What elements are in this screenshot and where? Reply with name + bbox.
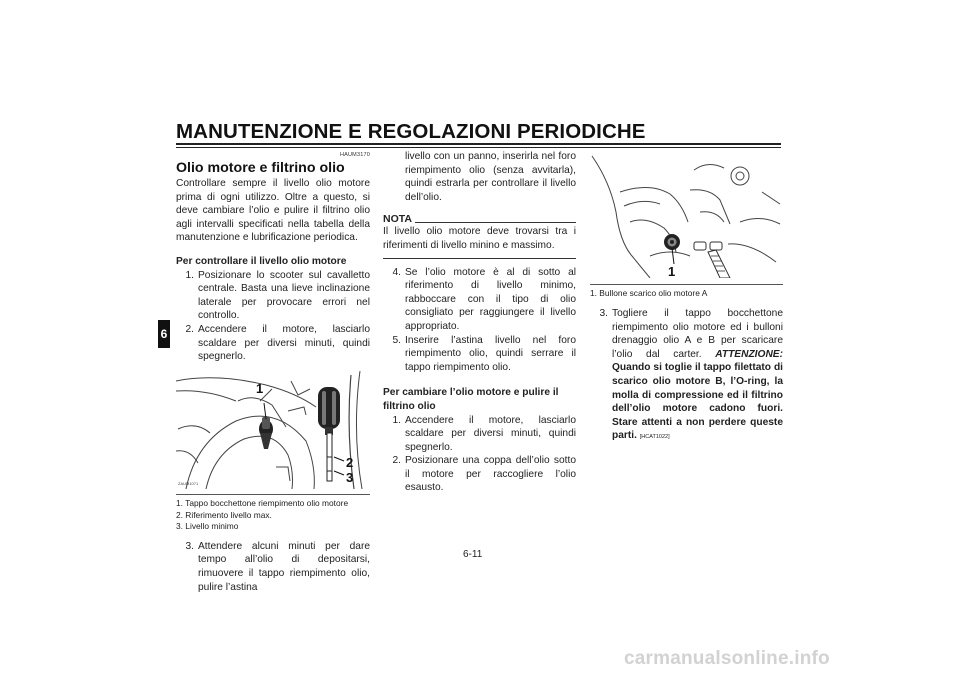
drain-bolt — [664, 234, 680, 250]
chapter-tab: 6 — [158, 320, 170, 348]
figure-rule — [590, 284, 783, 285]
step-text: Togliere il tappo bocchettone riempimento olio motore ed i bulloni drenaggio olio A e B per scaricare l’olio dal carter. — [612, 308, 783, 360]
step-text: Posizionare una coppa dell’olio sotto il motore per raccogliere l’olio esausto. — [405, 455, 576, 494]
figure-label: 1 — [256, 380, 264, 396]
attention-text: Quando si toglie il tappo filettato di scarico olio motore B, l’O-ring, la molla di compressione ed il filtrino dell’olio motore cadono fuori. Stare attenti a non perdere queste parti. — [612, 362, 783, 442]
step-number: 2. — [392, 455, 401, 467]
step-number: 4. — [392, 266, 401, 278]
figure-label: 3 — [346, 469, 354, 485]
page-number: 6-11 — [463, 549, 483, 560]
note-end-rule — [383, 258, 576, 259]
note-label: NOTA — [383, 213, 412, 226]
step-item — [383, 334, 576, 375]
subsection-title: Per controllare il livello olio motore — [176, 255, 347, 267]
attention-label: ATTENZIONE: — [715, 348, 783, 360]
step-item — [176, 540, 370, 594]
figure-drain-bolt — [590, 152, 783, 283]
step-item — [176, 323, 370, 364]
column-2 — [383, 150, 576, 495]
step-number: 5. — [392, 334, 401, 346]
section-title: Olio motore e filtrino olio — [176, 160, 345, 176]
step-text: Accendere il motore, lasciarlo scaldare per diversi minuti, quindi spegnerlo. — [198, 323, 370, 363]
step-text: Accendere il motore, lasciarlo scaldare per diversi minuti, quindi spegnerlo. — [405, 414, 576, 453]
figure-dipstick — [176, 371, 370, 494]
step-text: Attendere alcuni minuti per dare tempo all’olio di depositarsi, rimuovere il tappo riempimento olio, pulire l’astina — [198, 540, 370, 593]
page-title: MANUTENZIONE E REGOLAZIONI PERIODICHE — [176, 120, 646, 143]
note-text: Il livello olio motore deve trovarsi tra i riferimenti di livello minino e massimo. — [383, 226, 576, 251]
watermark: carmanualsonline.info — [624, 648, 830, 669]
header-rule-thin — [176, 147, 781, 148]
dipstick-tool — [318, 387, 340, 481]
drain-bolt-illustration — [590, 152, 784, 278]
step-text: livello con un panno, inserirla nel foro riempimento olio (senza avvitarla), quindi estrarla per controllare il livello dell’olio. — [405, 151, 576, 203]
section-code: HAUM3170 — [339, 152, 370, 158]
header-rule — [176, 143, 781, 145]
step-item — [590, 307, 783, 445]
attention-code: [HCAT1022] — [639, 434, 670, 441]
step-number: 3. — [185, 540, 194, 552]
step-number: 2. — [185, 323, 194, 335]
column-1 — [176, 150, 370, 594]
subsection-title: Per cambiare l’olio motore e pulire il filtrino olio — [383, 387, 559, 412]
step-number: 3. — [599, 308, 608, 320]
note-rule — [415, 222, 576, 223]
step-text: Se l’olio motore è al di sotto al riferimento di livello minimo, rabboccare con il tipo di olio consigliato per raggiungere il livello appropriato. — [405, 266, 576, 332]
step-item — [176, 269, 370, 323]
step-number: 1. — [392, 414, 401, 426]
step-text: Inserire l’astina livello nel foro riempimento olio, quindi serrare il tappo riempimento olio. — [405, 334, 576, 373]
step-item — [383, 266, 576, 334]
step-number: 1. — [185, 269, 194, 281]
figure-caption: 1. Bullone scarico olio motore A — [590, 287, 708, 298]
figure-caption: 3. Livello minimo — [176, 521, 239, 532]
figure-label: 1 — [668, 264, 676, 278]
figure-rule — [176, 494, 370, 495]
step-item — [383, 414, 576, 455]
figure-code: ZAUM1071 — [178, 480, 199, 486]
note-header — [383, 213, 576, 225]
figure-label: 2 — [346, 454, 354, 470]
step-item — [383, 454, 576, 495]
step-text: Posizionare lo scooter sul cavalletto centrale. Basta una lieve inclinazione laterale per provocare errori nel controllo. — [198, 269, 370, 322]
intro-paragraph: Controllare sempre il livello olio motore prima di ogni utilizzo. Oltre a questo, si deve cambiare l’olio e pulire il filtrino olio agli intervalli specificati nella tabella della manutenzione e lubrificazione periodica. — [176, 178, 370, 244]
figure-caption: 2. Riferimento livello max. — [176, 509, 272, 520]
column-3 — [590, 150, 783, 445]
dipstick-illustration — [176, 371, 370, 489]
figure-caption: 1. Tappo bocchettone riempimento olio motore — [176, 498, 349, 509]
step-continuation — [383, 150, 576, 204]
